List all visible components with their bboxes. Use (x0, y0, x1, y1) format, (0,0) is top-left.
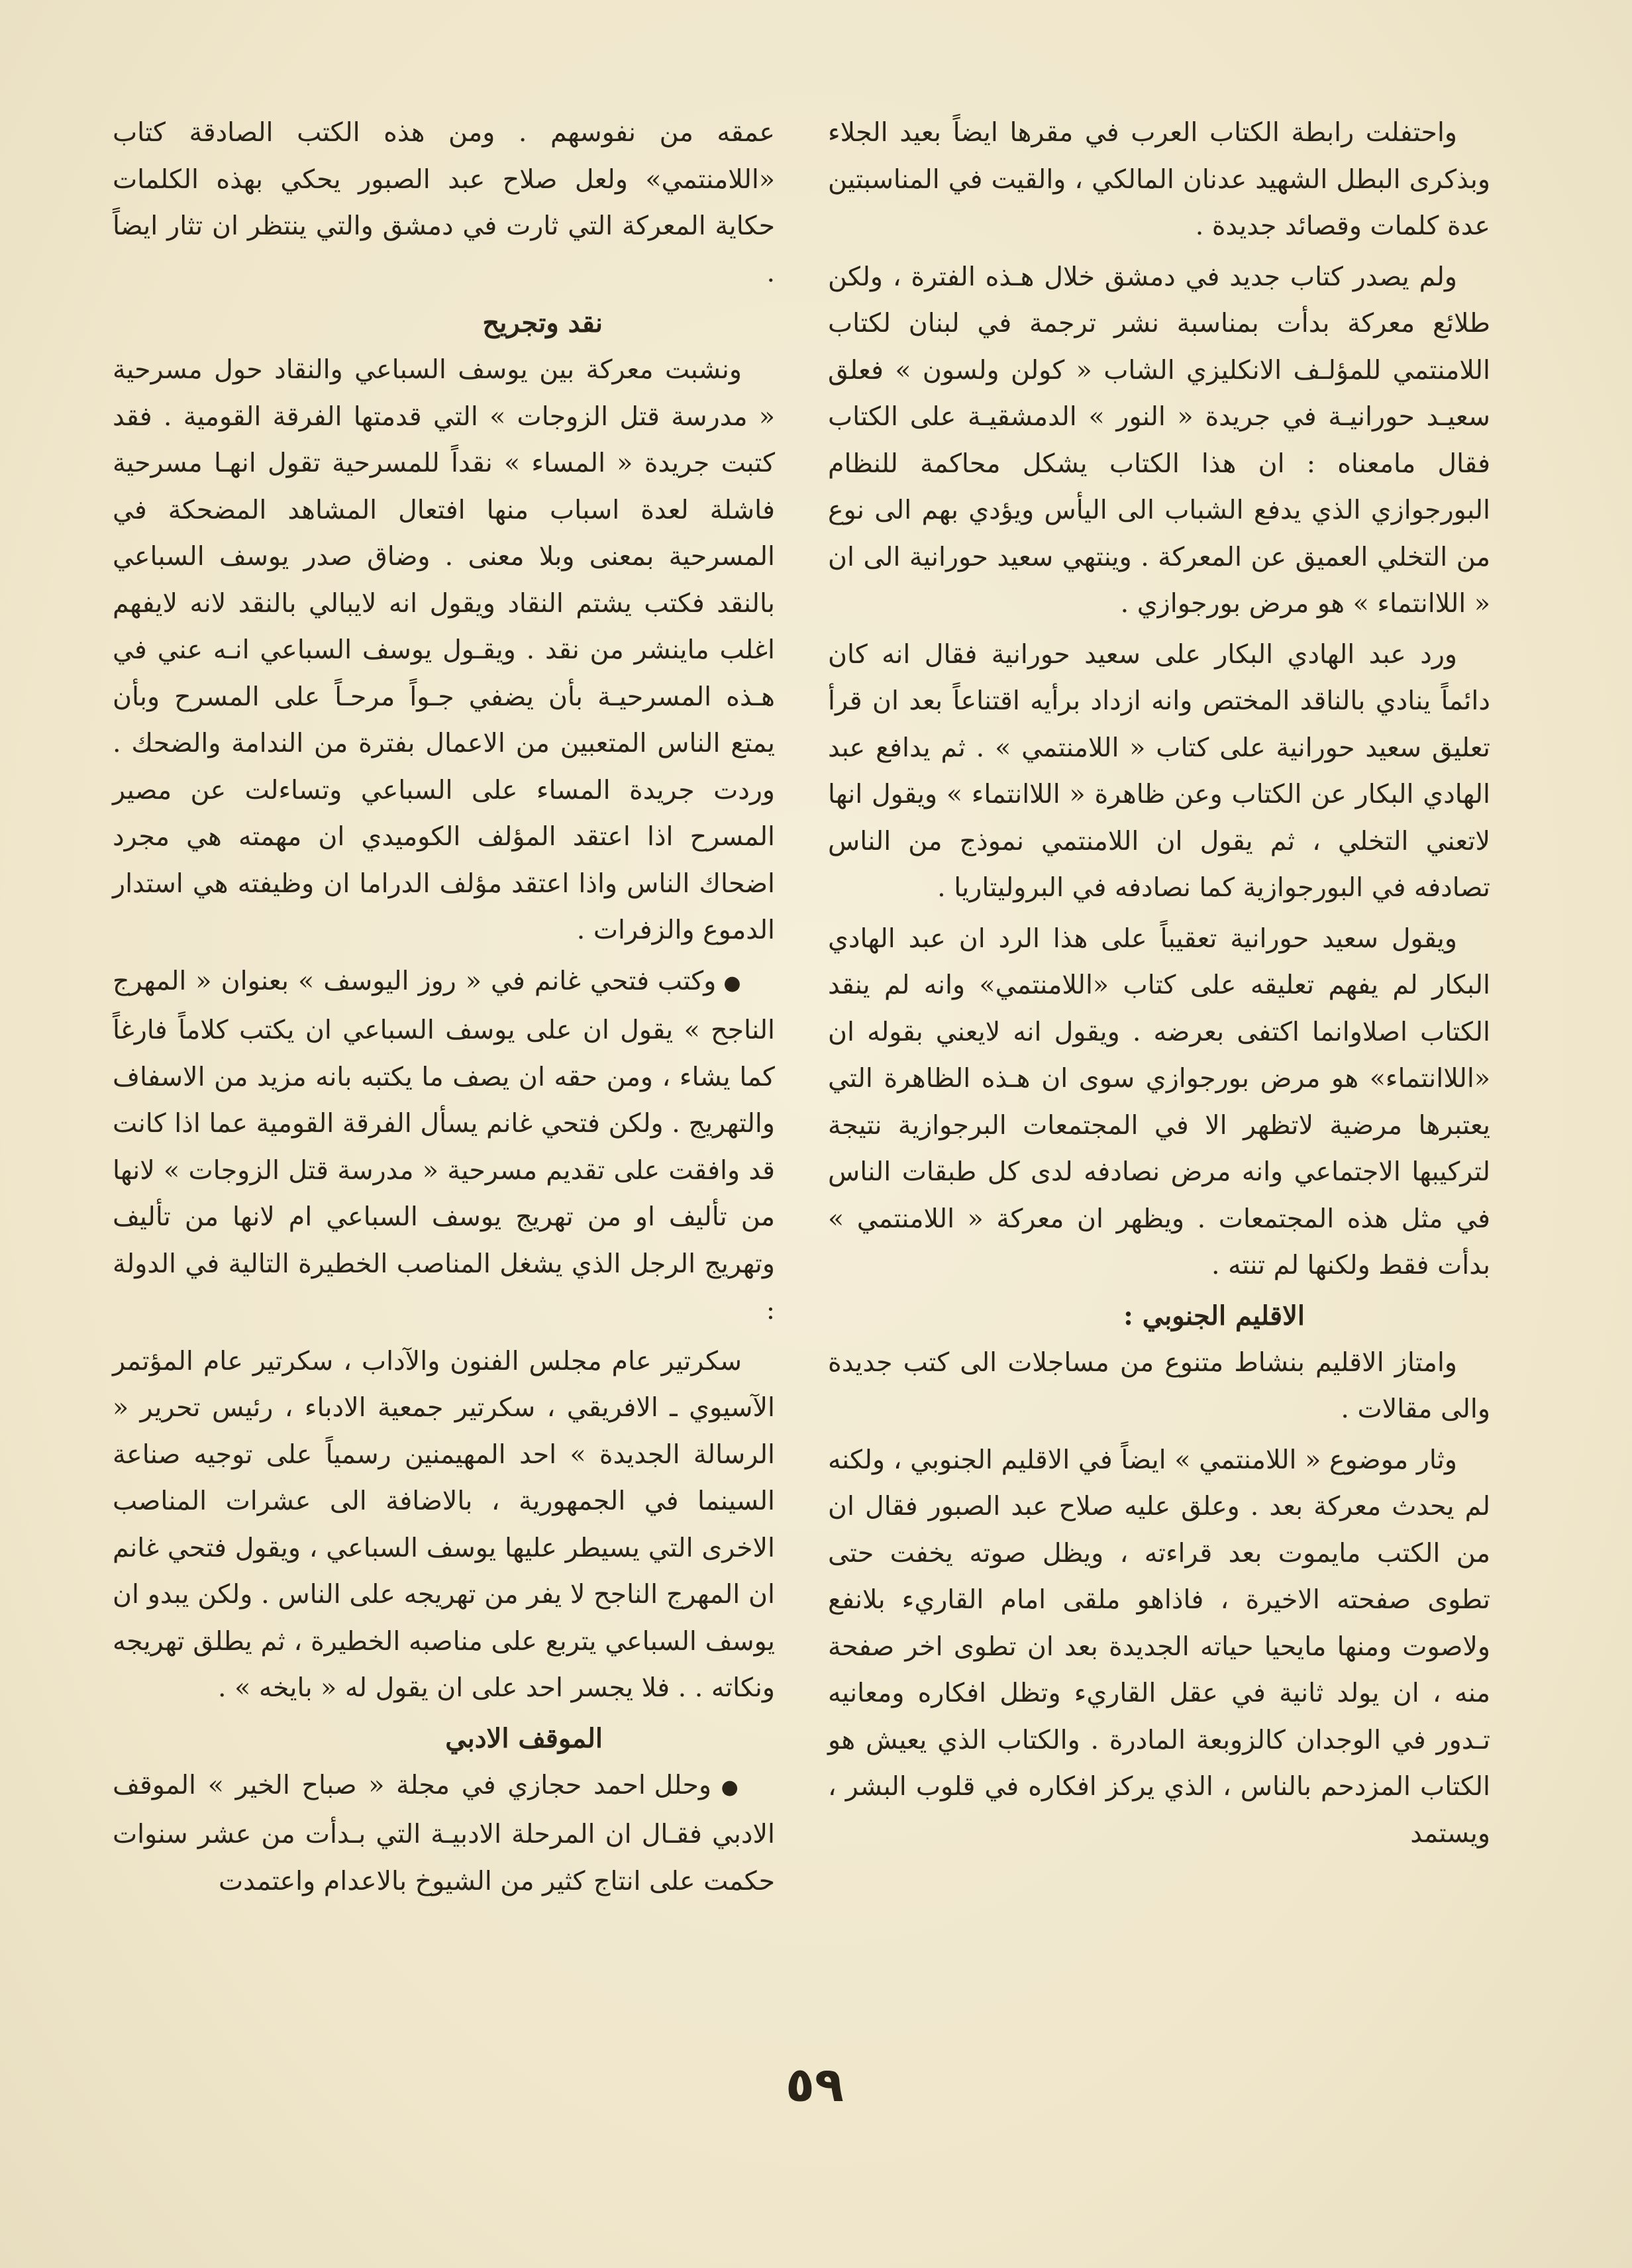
paragraph: سكرتير عام مجلس الفنون والآداب ، سكرتير عام المؤتمر الآسيوي ـ الافريقي ، سكرتير جمعية الادباء ، رئيس تحرير « الرسالة الجديدة » احد المهيمنين رسمياً على توجيه صناعة السينما في الجمهورية ، بالاضافة الى عشرات المناصب الاخرى التي يسيطر عليها يوسف السباعي ، ويقول فتحي غانم ان المهرج الناجح لا يفر من تهريجه على الناس . ولكن يبدو ان يوسف السباعي يتربع على مناصبه الخطيرة ، ثم يطلق تهريجه ونكاته . . فلا يجسر احد على ان يقول له « بايخه » . (113, 1345, 775, 1703)
paragraph: ورد عبد الهادي البكار على سعيد حورانية فقال انه كان دائماً ينادي بالناقد المختص وانه ازداد برأيه اقتناعاً بعد ان قرأ تعليق سعيد حورانية على كتاب « اللامنتمي » . ثم يدافع عبد الهادي البكار عن الكتاب وعن ظاهرة « اللاانتماء » ويقول انها لاتعني التخلي ، ثم يقول ان اللامنتمي نموذج من الناس تصادفه في البورجوازية كما نصادفه في البروليتاريا . (828, 639, 1490, 903)
paragraph: ونشبت معركة بين يوسف السباعي والنقاد حول مسرحية « مدرسة قتل الزوجات » التي قدمتها الفرقة القومية . فقد كتبت جريدة « المساء » نقداً للمسرحية تقول انهـا مسرحية فاشلة لعدة اسباب منها افتعال المشاهد المضحكة في المسرحية بمعنى وبلا معنى . وضاق صدر يوسف السباعي بالنقد فكتب يشتم النقاد ويقول انه لايبالي بالنقد لانه لايفهم اغلب ماينشر من نقد . ويقـول يوسف السباعي انـه عني في هـذه المسرحيـة بأن يضفي جـواً مرحـاً على المسرح وبأن يمتع الناس المتعبين من الاعمال بفترة من الندامة والضحك . وردت جريدة المساء على السباعي وتساءلت عن مصير المسرح اذا اعتقد المؤلف الكوميدي ان مهمته هي مجرد اضحاك الناس واذا اعتقد مؤلف الدراما ان وظيفته هي استدار الدموع والزفرات . (113, 354, 775, 945)
paragraph (113, 958, 775, 1334)
bullet-icon (716, 966, 742, 996)
paragraph (113, 1762, 775, 1905)
paragraph-text: وكتب فتحي غانم في « روز اليوسف » بعنوان « المهرج الناجح » يقول ان على يوسف السباعي ان يكتب كلاماً فارغاً كما يشاء ، ومن حقه ان يصف ما يكتبه بانه مزيد من الاسفاف والتهريج . ولكن فتحي غانم يسأل الفرقة القومية عما اذا كانت قد وافقت على تقديم مسرحية « مدرسة قتل الزوجات » لانها من تأليف او من تهريج يوسف السباعي ام لانها من تأليف وتهريج الرجل الذي يشغل المناصب الخطيرة التالية في الدولة : (113, 965, 775, 1325)
section-heading: نقد وتجريح (482, 307, 603, 338)
paragraph: ويقول سعيد حورانية تعقيباً على هذا الرد ان عبد الهادي البكار لم يفهم تعليقه على كتاب «اللامنتمي» وانه لم ينقد الكتاب اصلاوانما اكتفى بعرضه . ويقول انه لايعني بقوله ان «اللاانتماء» هو مرض بورجوازي سوى ان هـذه الظاهرة التي يعتبرها مرضية لاتظهر الا في المجتمعات البرجوازية نتيجة لتركيبها الاجتماعي وانه مرض نصادفه لدى كل طبقات الناس في مثل هذه المجتمعات . ويظهر ان معركة « اللامنتمي » بدأت فقط ولكنها لم تنته . (828, 923, 1490, 1280)
right-column (828, 109, 1490, 2017)
paragraph: واحتفلت رابطة الكتاب العرب في مقرها ايضاً بعيد الجلاء وبذكرى البطل الشهيد عدنان المالكي ، والقيت في المناسبتين عدة كلمات وقصائد جديدة . (828, 117, 1490, 241)
paragraph: ولم يصدر كتاب جديد في دمشق خلال هـذه الفترة ، ولكن طلائع معركة بدأت بمناسبة نشر ترجمة في لبنان لكتاب اللامنتمي للمؤلـف الانكليزي الشاب « كولن ولسون » فعلق سعيـد حورانيـة في جريدة « النور » الدمشقيـة على الكتاب فقال مامعناه : ان هذا الكتاب يشكل محاكمة للنظام البورجوازي الذي يدفع الشباب الى اليأس ويؤدي بهم الى نوع من التخلي العميق عن المعركة . وينتهي سعيد حورانية الى ان « اللاانتماء » هو مرض بورجوازي . (828, 261, 1490, 619)
paragraph: وثار موضوع « اللامنتمي » ايضاً في الاقليم الجنوبي ، ولكنه لم يحدث معركة بعد . وعلق عليه صلاح عبد الصبور فقال ان من الكتب مايموت بعد قراءته ، ويظل صوته يخفت حتى تطوى صفحته الاخيرة ، فاذاهو ملقى امام القاريء بلانفع ولاصوت ومنها مايحيا حياته الجديدة بعد ان تطوى اخر صفحة منه ، ان يولد ثانية في عقل القاريء وتظل افكاره ومعانيه تـدور في الوجدان كالزوبعة المادرة . والكتاب الذي يعيش هو الكتاب المزدحم بالناس ، الذي يركز افكاره في قلوب البشر ، ويستمد (828, 1444, 1491, 1849)
section-heading: الاقليم الجنوبي : (1123, 1300, 1305, 1331)
bullet-icon (711, 1770, 742, 1800)
paragraph: عمقه من نفوسهم . ومن هذه الكتب الصادقة كتاب «اللامنتمي» ولعل صلاح عبد الصبور يحكي بهذه الكلمات حكاية المعركة التي ثارت في دمشق والتي ينتظر ان تثار ايضاً . (113, 117, 775, 288)
page-number: ٥٩ (786, 2057, 844, 2112)
section-heading: الموقف الادبي (445, 1722, 603, 1754)
paragraph-text: وحلل احمد حجازي في مجلة « صباح الخير » الموقف الادبي فقـال ان المرحلة الادبيـة التي بـدأت من عشر سنوات حكمت على انتاج كثير من الشيوخ بالاعدام واعتمدت (113, 1769, 775, 1896)
left-column (113, 109, 775, 2017)
paragraph: وامتاز الاقليم بنشاط متنوع من مساجلات الى كتب جديدة والى مقالات . (828, 1347, 1490, 1424)
